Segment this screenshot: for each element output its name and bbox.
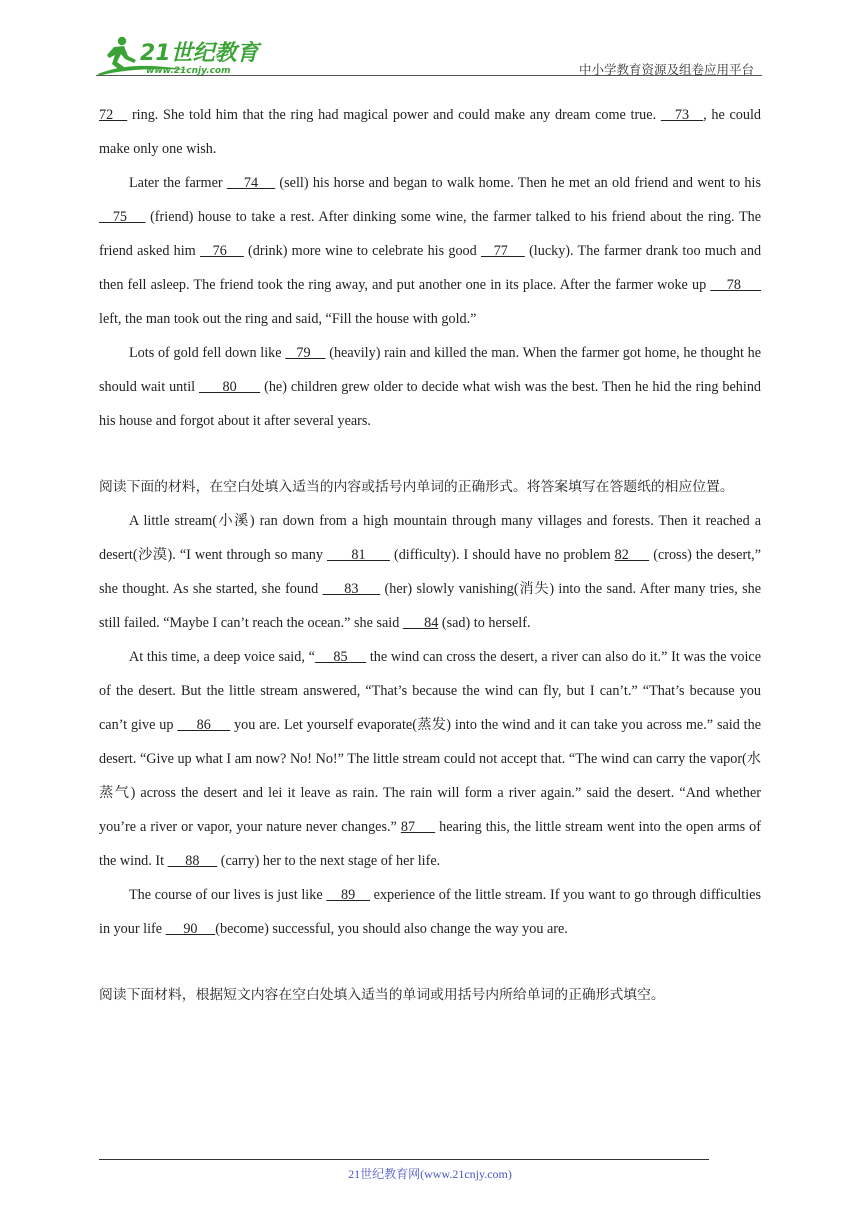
- site-logo: [92, 34, 262, 78]
- answer-blank: 75: [99, 209, 146, 225]
- answer-blank: 74: [226, 175, 276, 191]
- paragraph: [99, 504, 761, 640]
- text-segment: The course of our lives is just like: [129, 887, 327, 903]
- text-segment: (her) slowly vanishing(消失) into the sand. After many tries, she still failed. “Maybe I can’t reach the ocean.” she said: [99, 581, 761, 631]
- answer-blank: 83: [322, 581, 381, 597]
- footer-divider: [99, 1159, 709, 1160]
- answer-blank: 72: [99, 107, 128, 123]
- answer-blank: 77: [480, 243, 525, 259]
- text-segment: , he could make only one wish.: [99, 107, 762, 157]
- text-segment: experience of the little stream. If you want to go through difficulties in your life: [99, 887, 761, 937]
- text-segment: (friend) house to take a rest. After dinking some wine, the farmer talked to his friend about the ring. The friend asked him: [99, 209, 761, 259]
- text-segment: (sad) to herself.: [438, 615, 531, 631]
- header-platform-name: 中小学教育资源及组卷应用平台: [578, 62, 754, 77]
- answer-blank: 80: [199, 379, 261, 395]
- answer-blank: 73: [660, 107, 704, 123]
- text-segment: Lots of gold fell down like: [129, 345, 286, 361]
- answer-blank: 88: [167, 853, 218, 869]
- answer-blank: 85: [314, 649, 367, 665]
- text-segment: left, the man took out the ring and said, “Fill the house with gold.”: [99, 311, 477, 327]
- paragraph: [99, 166, 761, 336]
- text-segment: At this time, a deep voice said, “: [129, 649, 315, 665]
- paragraph: [99, 640, 761, 878]
- paragraph: [99, 98, 761, 166]
- document-body: [99, 98, 761, 1012]
- footer-text: 21世纪教育网(www.21cnjy.com): [348, 1167, 512, 1181]
- answer-blank: 90: [165, 921, 216, 937]
- paragraph: [99, 336, 761, 438]
- answer-blank: 82: [614, 547, 650, 563]
- answer-blank: 84: [402, 615, 439, 631]
- logo-text: 21世纪教育: [140, 41, 259, 66]
- text-segment: hearing this, the little stream went into the open arms of the wind. It: [99, 819, 761, 869]
- text-segment: (cross) the desert,” she thought. As she started, she found: [99, 547, 761, 597]
- text-segment: Later the farmer: [129, 175, 227, 191]
- instruction-3: 阅读下面材料，根据短文内容在空白处填入适当的单词或用括号内所给单词的正确形式填空。: [99, 987, 665, 1003]
- header-divider: [96, 75, 762, 76]
- answer-blank: 89: [326, 887, 370, 903]
- text-segment: (difficulty). I should have no problem: [389, 547, 615, 563]
- text-segment: (drink) more wine to celebrate his good: [243, 243, 481, 259]
- text-segment: ring. She told him that the ring had magical power and could make any dream come true.: [127, 107, 661, 123]
- answer-blank: 87: [400, 819, 436, 835]
- paragraph: [99, 878, 761, 946]
- instruction-2: 阅读下面的材料，在空白处填入适当的内容或括号内单词的正确形式。将答案填写在答题纸的相应位置。: [99, 479, 734, 495]
- answer-blank: 81: [327, 547, 390, 563]
- text-segment: (he) children grew older to decide what wish was the best. Then he hid the ring behind his house and forgot about it after several years.: [99, 379, 762, 429]
- answer-blank: 76: [199, 243, 244, 259]
- text-segment: (heavily) rain and killed the man. When the farmer got home, he thought he should wait until: [99, 345, 761, 395]
- text-segment: the wind can cross the desert, a river can also do it.” It was the voice of the desert. But the little stream answered, “That’s because the wind can fly, but I can’t.” “That’s because you can’t give up: [99, 649, 761, 733]
- text-segment: (carry) her to the next stage of her life.: [217, 853, 441, 869]
- text-segment: (sell) his horse and began to walk home. Then he met an old friend and went to his: [275, 175, 761, 191]
- passage-1: [99, 98, 761, 438]
- text-segment: (lucky). The farmer drank too much and then fell asleep. The friend took the ring away, and put another one in its place. After the farmer woke up: [99, 243, 762, 293]
- text-segment: A little stream(小溪) ran down from a high mountain through many villages and forests. Then it reached a desert(沙漠). “I went through so many: [99, 513, 761, 563]
- answer-blank: 86: [177, 717, 231, 733]
- logo-url: www.21cnjy.com: [146, 66, 231, 76]
- passage-2: [99, 504, 761, 946]
- answer-blank: 78: [710, 277, 762, 293]
- text-segment: (become) successful, you should also change the way you are.: [215, 921, 568, 937]
- answer-blank: 79: [285, 345, 326, 361]
- text-segment: you are. Let yourself evaporate(蒸发) into the wind and it can take you across me.” said the desert. “Give up what I am now? No! No!” The little stream could not accept that. “The wind can carry the vapor(水蒸气) across the desert and lei it leave as rain. The rain will form a river again.” said the desert. “And whether you’re a river or vapor, your nature never changes.”: [99, 717, 761, 835]
